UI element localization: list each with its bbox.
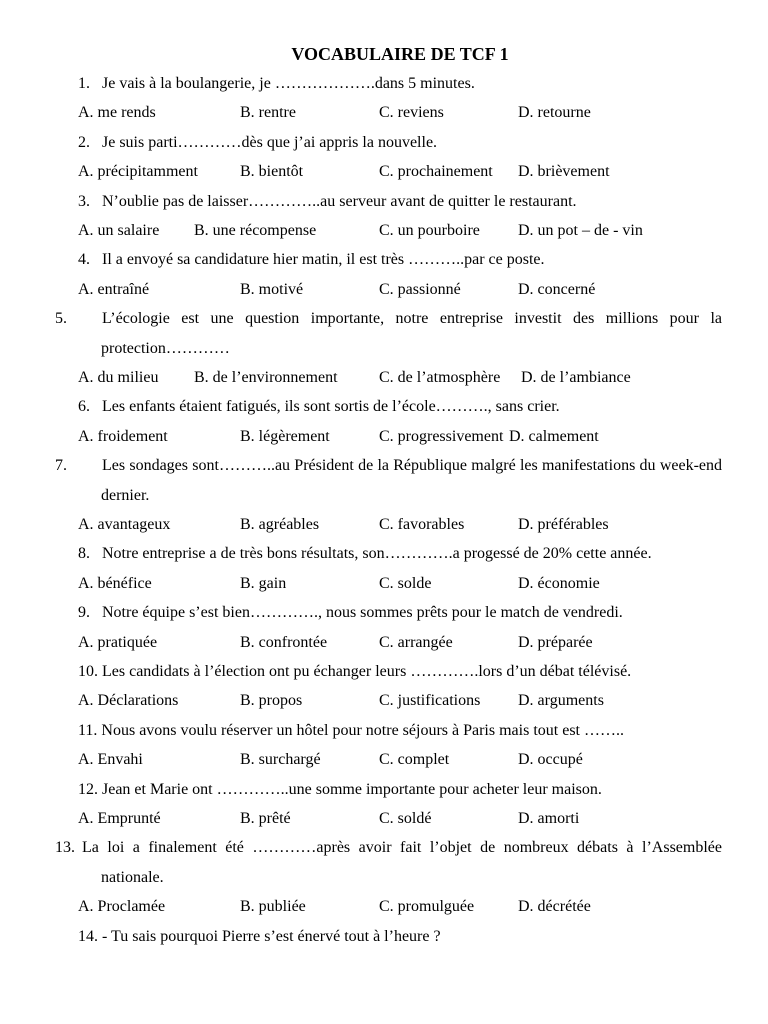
question-6: 6. Les enfants étaient fatigués, ils sont sortis de l’école………., sans crier. [78,398,560,416]
option-b: B. légèrement [240,427,330,445]
options-2 [78,157,722,186]
option-c: C. prochainement [379,163,493,181]
option-b: B. agréables [240,516,320,533]
option-a: A. précipitamment [78,163,198,181]
options-6 [78,422,722,451]
question-text: Les candidats à l’élection ont pu échanger leurs ………….lors d’un débat télévisé. [102,662,632,680]
question-3: 3. N’oublie pas de laisser…………..au serveur avant de quitter le restaurant. [78,192,577,210]
question-text: Je vais à la boulangerie, je ……………….dans 5 minutes. [102,75,475,92]
options-8 [78,569,722,598]
question-13: 13. La loi a finalement été …………après avoir fait l’objet de nombreux débats à l’Assemblée nationale. [55,839,722,886]
option-b: B. de l’environnement [194,369,338,386]
option-b: B. motivé [240,280,304,298]
option-c: C. passionné [379,280,461,298]
option-b: B. confrontée [240,633,328,651]
option-d: D. un pot – de - vin [518,222,643,239]
option-d: D. préférables [518,516,609,533]
question-text: Les sondages sont………..au Président de la République malgré les manifestations du week-end dernier. [101,457,722,504]
options-4 [78,275,722,304]
options-10 [78,686,722,715]
question-12: 12. Jean et Marie ont …………..une somme importante pour acheter leur maison. [78,780,602,798]
options-5 [78,363,722,392]
question-10: 10. Les candidats à l’élection ont pu échanger leurs ………….lors d’un débat télévisé. [78,662,632,680]
question-text: L’écologie est une question importante, notre entreprise investit des millions pour la protection………… [101,310,722,357]
option-c: C. arrangée [379,633,453,651]
option-b: B. propos [240,692,303,710]
option-b: B. rentre [240,104,296,122]
question-7: 7. Les sondages sont………..au Président de la République malgré les manifestations du week-end dernier. [55,457,722,504]
option-a: A. entraîné [78,280,150,298]
question-text: Je suis parti…………dès que j’ai appris la nouvelle. [102,133,438,151]
question-8: 8. Notre entreprise a de très bons résultats, son………….a progessé de 20% cette année. [78,545,652,563]
option-d: D. calmement [509,427,599,445]
options-11 [78,745,722,774]
option-c: C. favorables [379,516,465,533]
option-b: B. gain [240,574,287,592]
question-text: Jean et Marie ont …………..une somme importante pour acheter leur maison. [102,780,602,798]
option-a: A. Envahi [78,751,143,769]
option-a: A. un salaire [78,222,160,239]
option-a: A. avantageux [78,516,171,533]
option-c: C. justifications [379,692,481,710]
options-7 [78,510,722,539]
question-text: Il a envoyé sa candidature hier matin, il est très ………..par ce poste. [102,251,545,269]
option-b: B. publiée [240,898,306,916]
option-d: D. retourne [518,104,591,122]
question-text: Les enfants étaient fatigués, ils sont sortis de l’école………., sans crier. [102,398,560,416]
question-5: 5. L’écologie est une question importante, notre entreprise investit des millions pour la protection………… [55,310,722,357]
options-13 [78,892,722,921]
option-d: D. de l’ambiance [521,369,631,386]
option-d: D. occupé [518,751,583,769]
option-b: B. une récompense [194,222,317,239]
question-1: 1. Je vais à la boulangerie, je ……………….dans 5 minutes. [78,75,475,92]
options-12 [78,804,722,833]
option-b: B. surchargé [240,751,321,769]
options-9 [78,628,722,657]
options-3 [78,216,722,245]
option-d: D. économie [518,574,600,592]
option-a: A. bénéfice [78,574,152,592]
question-2: 2. Je suis parti…………dès que j’ai appris la nouvelle. [78,133,438,151]
question-text: Notre équipe s’est bien…………., nous sommes prêts pour le match de vendredi. [102,604,623,622]
option-a: A. me rends [78,104,156,122]
option-a: A. Emprunté [78,809,161,827]
option-c: C. reviens [379,104,444,122]
question-text: La loi a finalement été …………après avoir fait l’objet de nombreux débats à l’Assemblée nationale. [82,839,722,886]
question-14: 14. - Tu sais pourquoi Pierre s’est énervé tout à l’heure ? [78,927,441,945]
question-text: Notre entreprise a de très bons résultats, son………….a progessé de 20% cette année. [102,545,652,563]
document-title: VOCABULAIRE DE TCF 1 [291,44,509,64]
question-text: - Tu sais pourquoi Pierre s’est énervé tout à l’heure ? [102,927,441,945]
option-b: B. bientôt [240,163,304,181]
option-a: A. Déclarations [78,692,179,710]
question-text: N’oublie pas de laisser…………..au serveur avant de quitter le restaurant. [102,192,577,210]
option-d: D. décrétée [518,898,591,916]
option-a: A. Proclamée [78,898,166,916]
option-a: A. du milieu [78,369,159,386]
option-a: A. pratiquée [78,633,158,651]
option-d: D. brièvement [518,163,610,181]
option-c: C. soldé [379,809,432,827]
question-9: 9. Notre équipe s’est bien…………., nous sommes prêts pour le match de vendredi. [78,604,623,622]
option-c: C. promulguée [379,898,475,916]
question-11: 11. Nous avons voulu réserver un hôtel pour notre séjours à Paris mais tout est …….. [78,721,624,739]
option-c: C. un pourboire [379,222,480,239]
option-c: C. progressivement [379,427,504,445]
option-c: C. complet [379,751,450,769]
question-text: Nous avons voulu réserver un hôtel pour notre séjours à Paris mais tout est …….. [101,721,624,739]
option-d: D. concerné [518,280,596,298]
option-c: C. de l’atmosphère [379,369,501,386]
document-page [55,40,722,951]
option-b: B. prêté [240,809,291,827]
option-c: C. solde [379,574,432,592]
option-d: D. préparée [518,633,593,651]
option-d: D. arguments [518,692,604,710]
question-4: 4. Il a envoyé sa candidature hier matin, il est très ………..par ce poste. [78,251,545,269]
option-d: D. amorti [518,809,580,827]
options-1 [78,98,722,127]
option-a: A. froidement [78,427,168,445]
